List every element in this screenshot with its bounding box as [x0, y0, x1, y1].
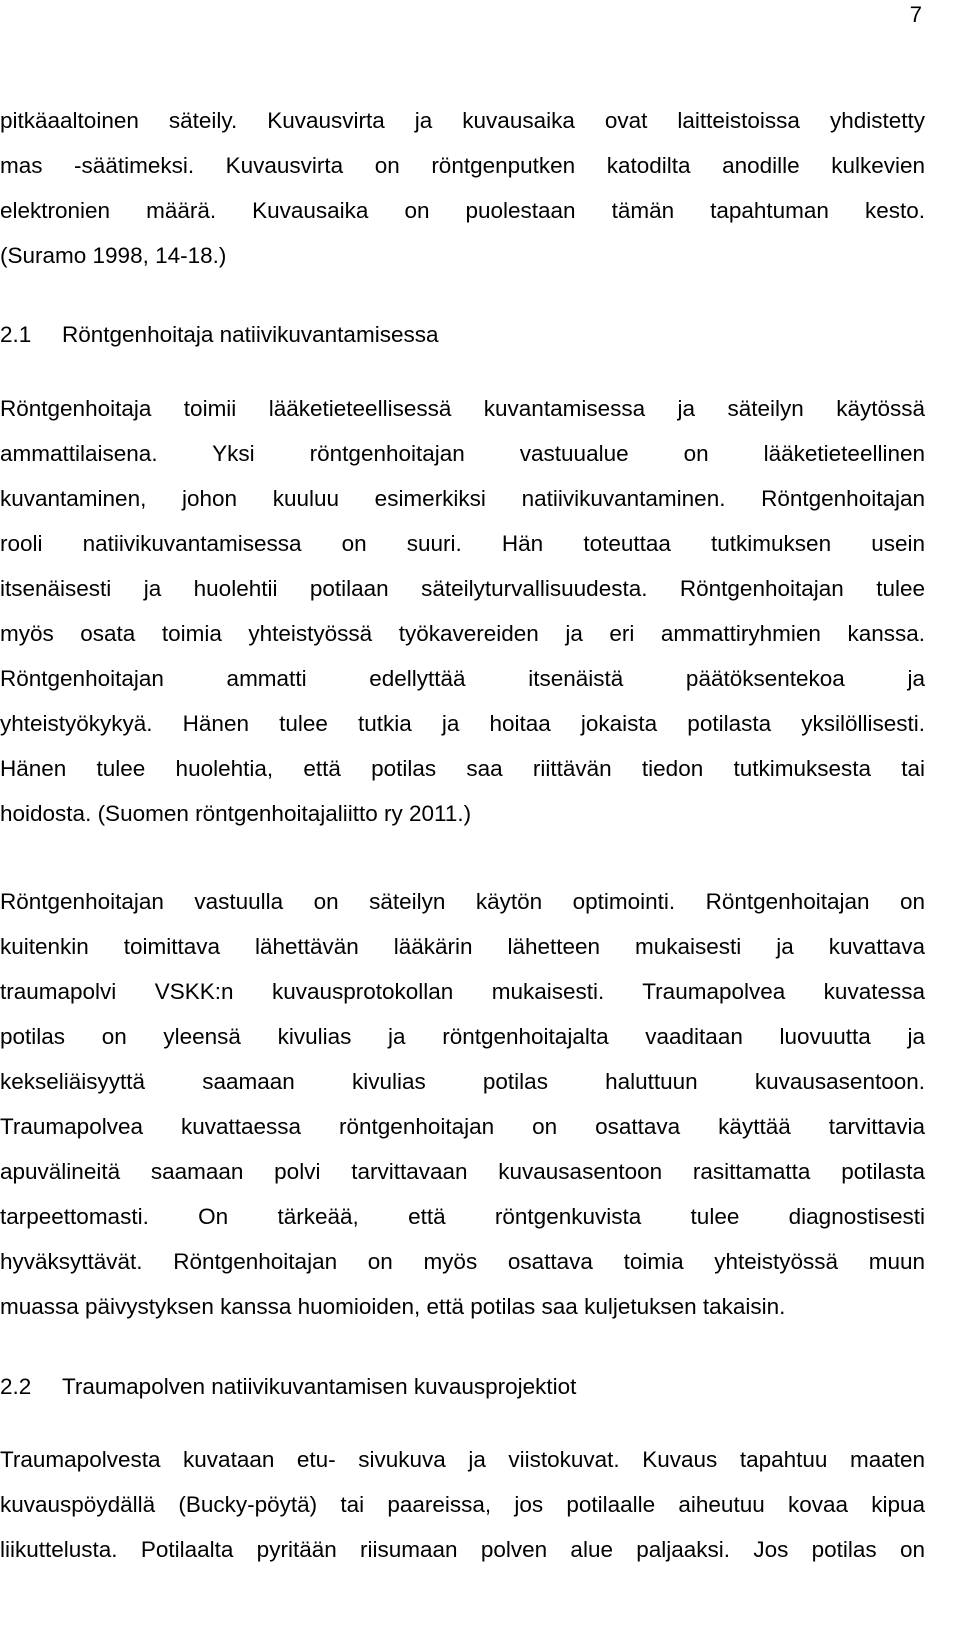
- text-line: rooli natiivikuvantamisessa on suuri. Hän toteuttaa tutkimuksen usein: [0, 531, 925, 556]
- text-line: Röntgenhoitajan vastuulla on säteilyn käytön optimointi. Röntgenhoitajan on: [0, 889, 925, 914]
- page-number: 7: [909, 2, 922, 27]
- text-line: Röntgenhoitajan ammatti edellyttää itsenäistä päätöksentekoa ja: [0, 666, 925, 691]
- text-line: pitkäaaltoinen säteily. Kuvausvirta ja kuvausaika ovat laitteistoissa yhdistetty: [0, 108, 925, 133]
- text-line: kuvauspöydällä (Bucky-pöytä) tai paareissa, jos potilaalle aiheutuu kovaa kipua: [0, 1492, 925, 1517]
- text-line: Traumapolvesta kuvataan etu- sivukuva ja viistokuvat. Kuvaus tapahtuu maaten: [0, 1447, 925, 1472]
- text-line: kuvantaminen, johon kuuluu esimerkiksi natiivikuvantaminen. Röntgenhoitajan: [0, 486, 925, 511]
- section-number: 2.2: [0, 1374, 32, 1399]
- text-line: Röntgenhoitaja toimii lääketieteellisessä kuvantamisessa ja säteilyn käytössä: [0, 396, 925, 421]
- text-line: itsenäisesti ja huolehtii potilaan säteilyturvallisuudesta. Röntgenhoitajan tulee: [0, 576, 925, 601]
- text-line: hoidosta. (Suomen röntgenhoitajaliitto ry 2011.): [0, 801, 472, 826]
- text-line: myös osata toimia yhteistyössä työkavereiden ja eri ammattiryhmien kanssa.: [0, 621, 925, 646]
- text-line: Hänen tulee huolehtia, että potilas saa riittävän tiedon tutkimuksesta tai: [0, 756, 925, 781]
- section-title: Traumapolven natiivikuvantamisen kuvausprojektiot: [62, 1374, 577, 1399]
- section-title: Röntgenhoitaja natiivikuvantamisessa: [62, 322, 439, 347]
- section-number: 2.1: [0, 322, 32, 347]
- text-line: Traumapolvea kuvattaessa röntgenhoitajan on osattava käyttää tarvittavia: [0, 1114, 925, 1139]
- text-line: (Suramo 1998, 14-18.): [0, 243, 227, 268]
- text-line: kuitenkin toimittava lähettävän lääkärin lähetteen mukaisesti ja kuvattava: [0, 934, 925, 959]
- text-line: yhteistyökykyä. Hänen tulee tutkia ja hoitaa jokaista potilasta yksilöllisesti.: [0, 711, 925, 736]
- text-line: traumapolvi VSKK:n kuvausprotokollan mukaisesti. Traumapolvea kuvatessa: [0, 979, 925, 1004]
- text-line: kekseliäisyyttä saamaan kivulias potilas haluttuun kuvausasentoon.: [0, 1069, 925, 1094]
- text-line: elektronien määrä. Kuvausaika on puolestaan tämän tapahtuman kesto.: [0, 198, 925, 223]
- text-line: mas -säätimeksi. Kuvausvirta on röntgenputken katodilta anodille kulkevien: [0, 153, 925, 178]
- section-heading-2-2: [0, 1372, 576, 1402]
- text-line: muassa päivystyksen kanssa huomioiden, että potilas saa kuljetuksen takaisin.: [0, 1294, 786, 1319]
- text-line: liikuttelusta. Potilaalta pyritään riisumaan polven alue paljaaksi. Jos potilas on: [0, 1537, 925, 1562]
- section-heading-2-1: [0, 320, 438, 350]
- text-line: ammattilaisena. Yksi röntgenhoitajan vastuualue on lääketieteellinen: [0, 441, 925, 466]
- text-line: potilas on yleensä kivulias ja röntgenhoitajalta vaaditaan luovuutta ja: [0, 1024, 925, 1049]
- text-line: hyväksyttävät. Röntgenhoitajan on myös osattava toimia yhteistyössä muun: [0, 1249, 925, 1274]
- text-line: tarpeettomasti. On tärkeää, että röntgenkuvista tulee diagnostisesti: [0, 1204, 925, 1229]
- text-line: apuvälineitä saamaan polvi tarvittavaan kuvausasentoon rasittamatta potilasta: [0, 1159, 925, 1184]
